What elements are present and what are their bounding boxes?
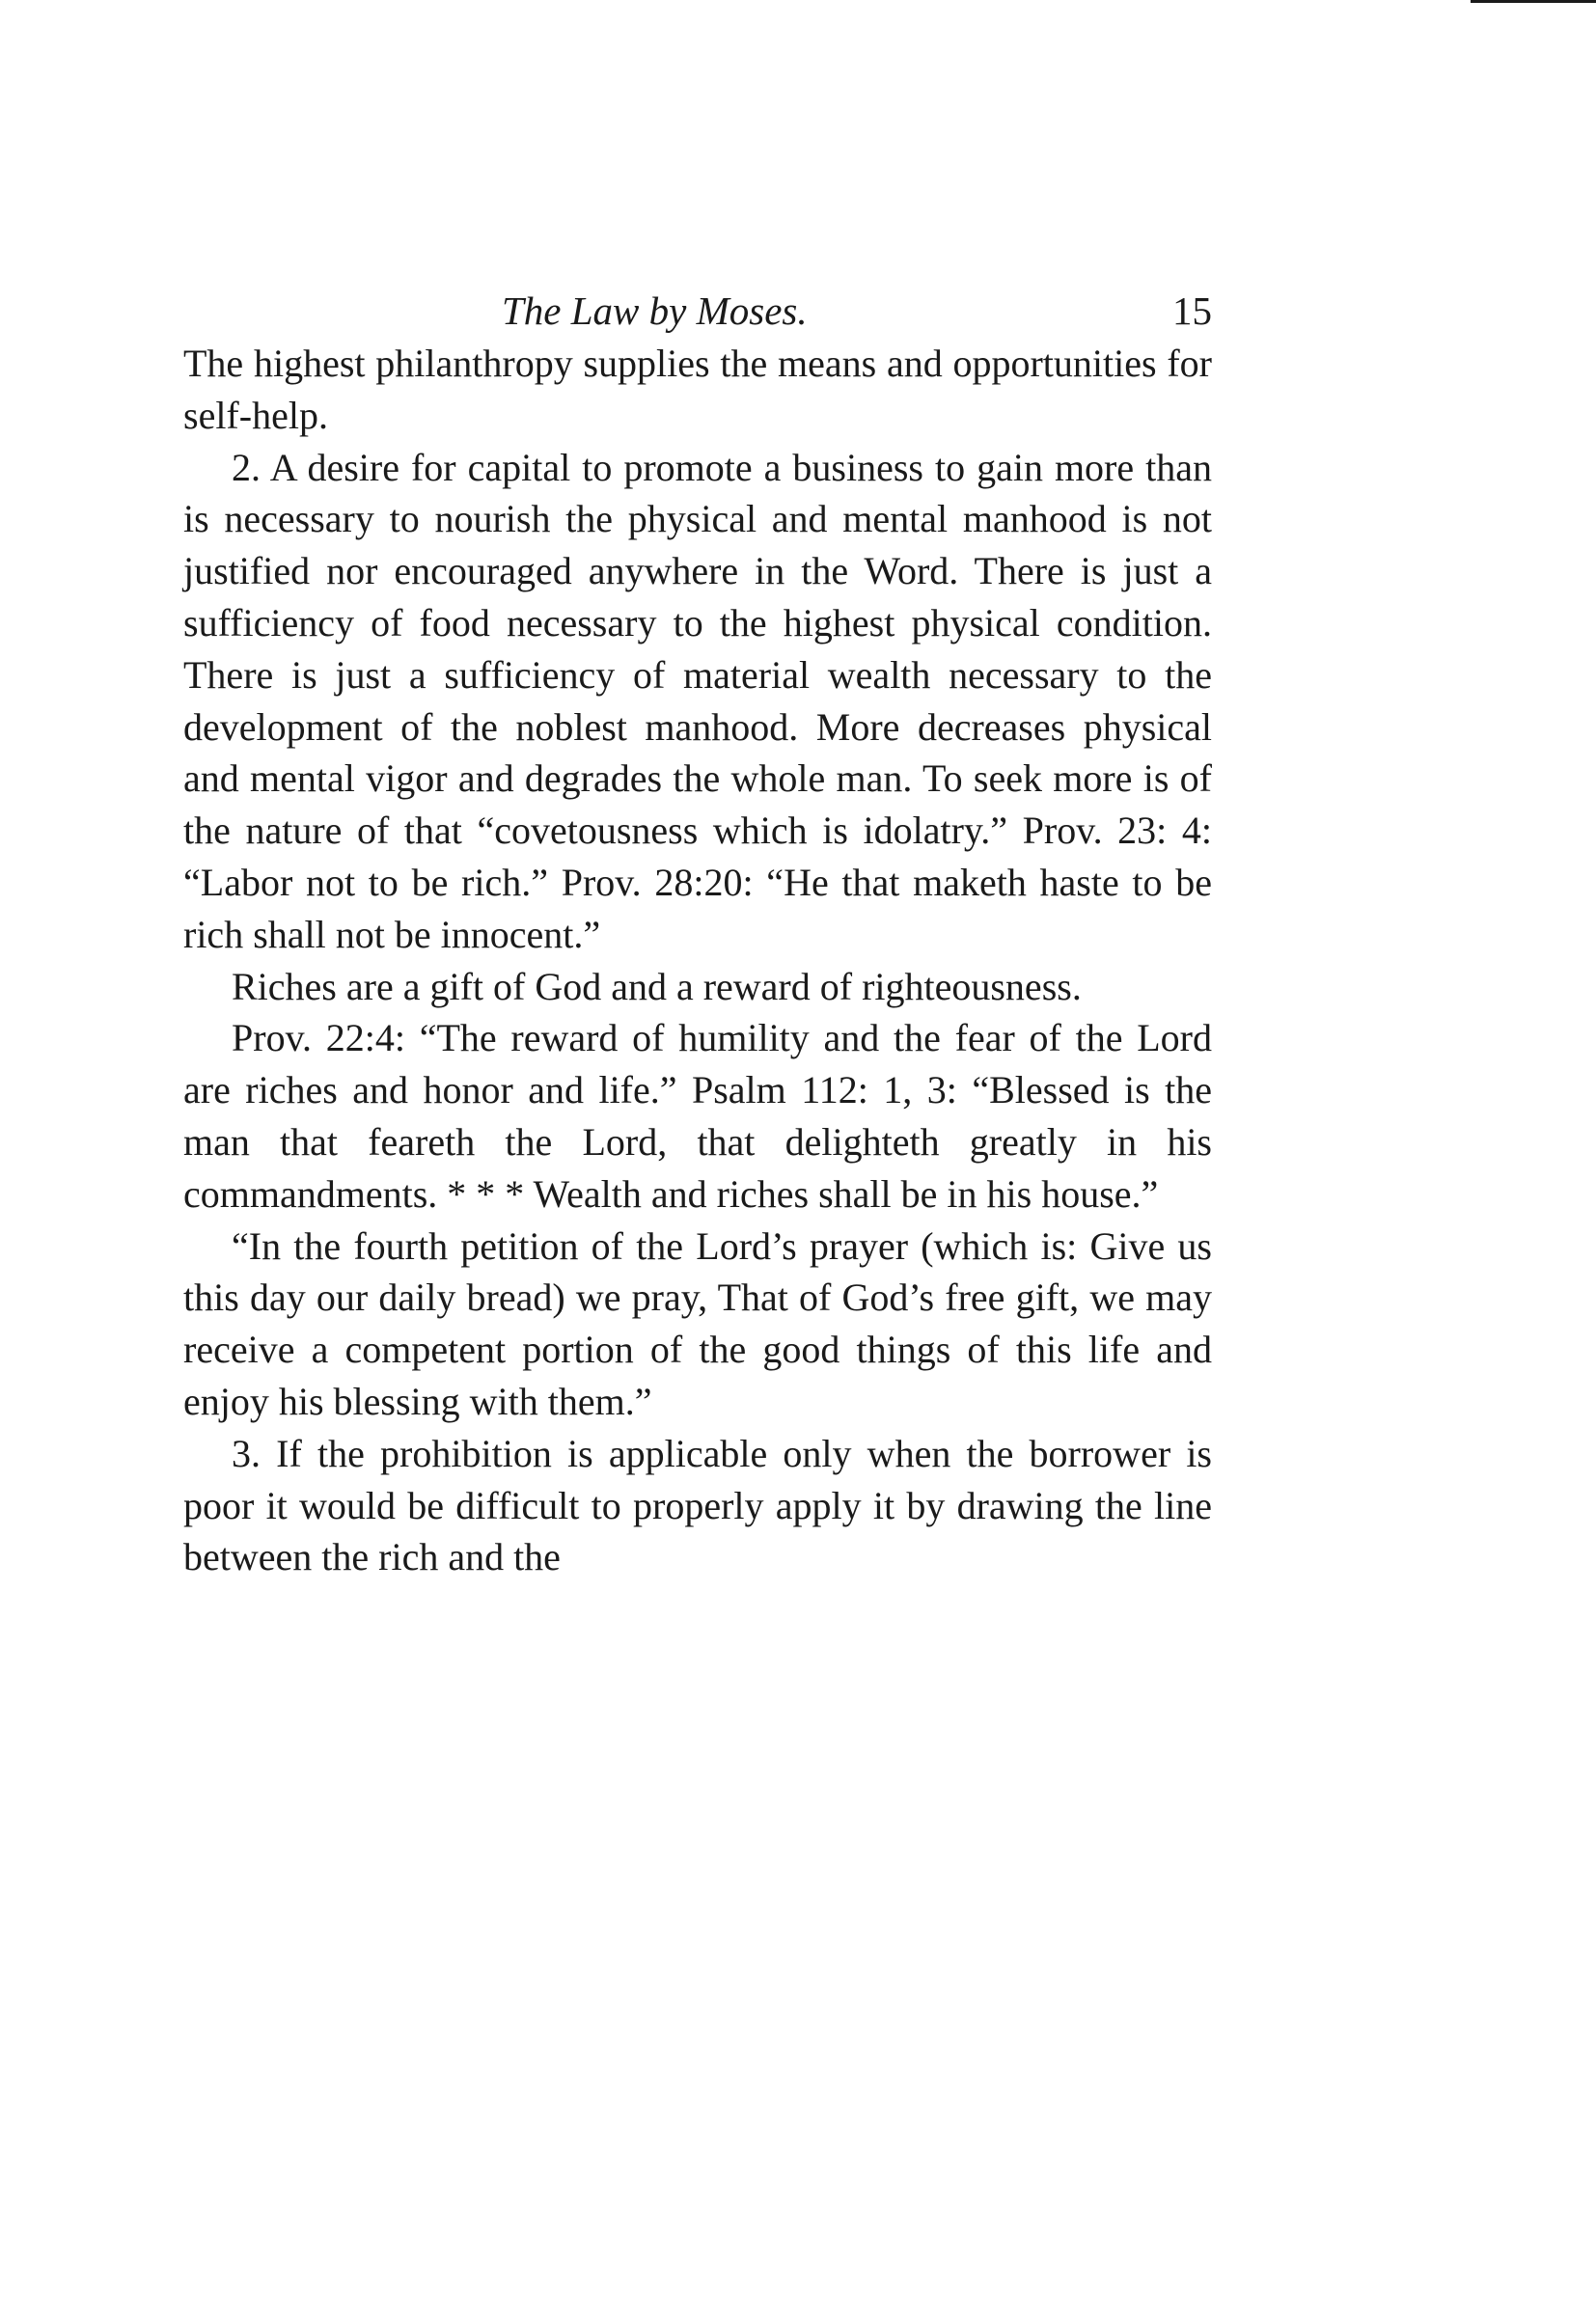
running-title: The Law by Moses. bbox=[502, 288, 808, 333]
paragraph: 3. If the prohibition is applicable only when the borrower is poor it would be difficult to properly apply it by drawing the line between the rich and the bbox=[183, 1431, 1212, 1579]
running-head bbox=[183, 280, 1212, 338]
book-page bbox=[183, 280, 1212, 1583]
body-text bbox=[183, 338, 1212, 1583]
page-number: 15 bbox=[1172, 288, 1212, 333]
paragraph: Prov. 22:4: “The reward of humility and the fear of the Lord are riches and honor and life.” Psalm 112: 1, 3: “Blessed is the man that feareth the Lord, that delighteth greatly in his commandments. * * * Wealth and riches shall be in his house.” bbox=[183, 1016, 1212, 1216]
paragraph: 2. A desire for capital to promote a business to gain more than is necessary to nourish the physical and mental manhood is not justified nor encouraged anywhere in the Word. There is just a sufficiency of food necessary to the highest physical condition. There is just a sufficiency of material wealth necessary to the development of the noblest manhood. More decreases physical and mental vigor and degrades the whole man. To seek more is of the nature of that “covetousness which is idolatry.” Prov. 23: 4: “Labor not to be rich.” Prov. 28:20: “He that maketh haste to be rich shall not be innocent.” bbox=[183, 445, 1212, 956]
corner-rule bbox=[1471, 0, 1596, 3]
paragraph: The highest philanthropy supplies the means and opportunities for self-help. bbox=[183, 342, 1212, 437]
paragraph: Riches are a gift of God and a reward of righteousness. bbox=[232, 964, 1082, 1008]
paragraph: “In the fourth petition of the Lord’s prayer (which is: Give us this day our daily bread) we pray, That of God’s free gift, we may receive a competent portion of the good things of this life and enjoy his blessing with them.” bbox=[183, 1223, 1212, 1423]
